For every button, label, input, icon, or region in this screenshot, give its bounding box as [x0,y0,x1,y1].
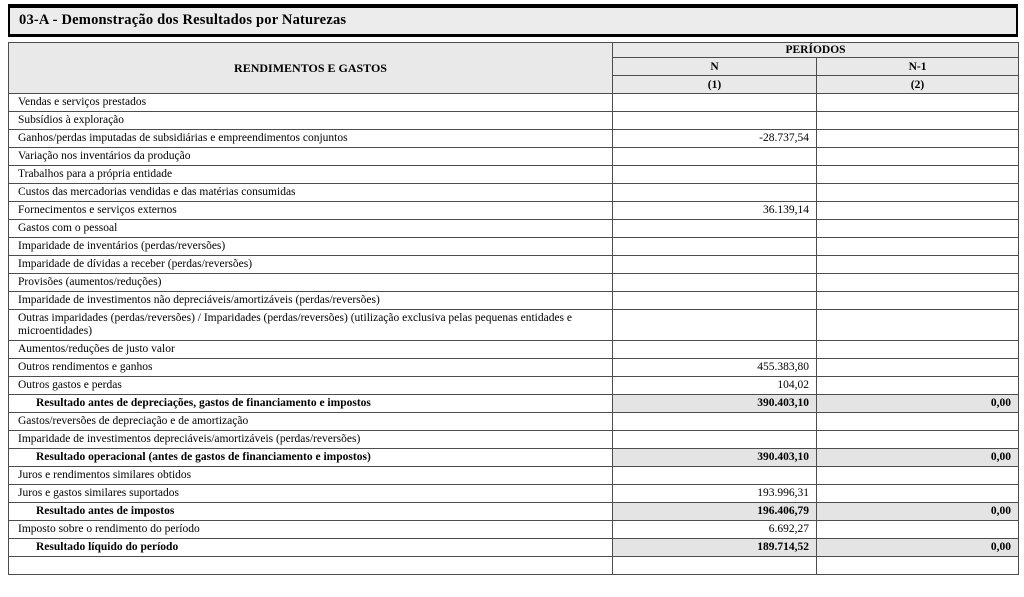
row-label [9,557,613,575]
form-title: 03-A - Demonstração dos Resultados por Naturezas [19,12,347,28]
value-period-n1 [817,521,1019,539]
value-period-n1 [817,557,1019,575]
value-period-n1 [817,94,1019,112]
value-period-n [613,557,817,575]
value-period-n: 455.383,80 [613,359,817,377]
table-header [9,43,1019,94]
table-row [9,359,1019,377]
table-row [9,341,1019,359]
value-period-n: 193.996,31 [613,485,817,503]
row-label: Resultado líquido do período [9,539,613,557]
row-label: Resultado antes de depreciações, gastos de financiamento e impostos [9,395,613,413]
value-period-n1 [817,292,1019,310]
header-row-periods [9,43,1019,58]
row-label: Gastos/reversões de depreciação e de amortização [9,413,613,431]
table-row [9,112,1019,130]
row-label: Subsídios à exploração [9,112,613,130]
table-row [9,467,1019,485]
value-period-n [613,220,817,238]
value-period-n [613,431,817,449]
value-period-n [613,310,817,341]
value-period-n: 6.692,27 [613,521,817,539]
value-period-n1 [817,238,1019,256]
value-period-n1 [817,112,1019,130]
value-period-n [613,292,817,310]
table-row [9,274,1019,292]
total-row [9,395,1019,413]
value-period-n [613,94,817,112]
table-row [9,166,1019,184]
row-label: Ganhos/perdas imputadas de subsidiárias e empreendimentos conjuntos [9,130,613,148]
value-period-n1 [817,377,1019,395]
value-period-n [613,148,817,166]
value-period-n [613,256,817,274]
value-period-n1: 0,00 [817,539,1019,557]
value-period-n: 196.406,79 [613,503,817,521]
column-header-periodos: PERÍODOS [613,43,1019,58]
value-period-n1: 0,00 [817,395,1019,413]
value-period-n [613,274,817,292]
value-period-n1 [817,202,1019,220]
value-period-n1: 0,00 [817,449,1019,467]
value-period-n1 [817,184,1019,202]
row-label: Imposto sobre o rendimento do período [9,521,613,539]
table-row [9,521,1019,539]
value-period-n1 [817,359,1019,377]
column-index-1: (1) [613,76,817,94]
row-label: Aumentos/reduções de justo valor [9,341,613,359]
value-period-n: -28.737,54 [613,130,817,148]
total-row [9,449,1019,467]
total-row [9,539,1019,557]
row-label: Outros gastos e perdas [9,377,613,395]
table-row [9,256,1019,274]
row-label: Outras imparidades (perdas/reversões) / Imparidades (perdas/reversões) (utilização exclusiva pelas pequenas entidades e microentidades) [9,310,613,341]
column-header-period-n: N [613,58,817,76]
row-label: Vendas e serviços prestados [9,94,613,112]
value-period-n [613,413,817,431]
column-header-period-n1: N-1 [817,58,1019,76]
row-label: Gastos com o pessoal [9,220,613,238]
row-label: Juros e gastos similares suportados [9,485,613,503]
value-period-n1 [817,431,1019,449]
income-statement-table [8,42,1019,575]
table-row [9,238,1019,256]
value-period-n [613,238,817,256]
total-row [9,503,1019,521]
table-row [9,148,1019,166]
table-row [9,310,1019,341]
row-label: Variação nos inventários da produção [9,148,613,166]
table-row [9,377,1019,395]
row-label: Custos das mercadorias vendidas e das matérias consumidas [9,184,613,202]
row-label: Juros e rendimentos similares obtidos [9,467,613,485]
value-period-n: 36.139,14 [613,202,817,220]
value-period-n: 189.714,52 [613,539,817,557]
value-period-n: 390.403,10 [613,395,817,413]
column-header-rendimentos-e-gastos: RENDIMENTOS E GASTOS [9,43,613,94]
value-period-n [613,467,817,485]
value-period-n [613,166,817,184]
column-index-2: (2) [817,76,1019,94]
row-label: Provisões (aumentos/reduções) [9,274,613,292]
value-period-n1 [817,485,1019,503]
value-period-n1 [817,274,1019,292]
row-label: Resultado operacional (antes de gastos de financiamento e impostos) [9,449,613,467]
row-label: Imparidade de dívidas a receber (perdas/reversões) [9,256,613,274]
value-period-n1: 0,00 [817,503,1019,521]
table-row [9,292,1019,310]
table-row [9,94,1019,112]
table-row [9,130,1019,148]
table-row [9,202,1019,220]
value-period-n [613,184,817,202]
row-label: Resultado antes de impostos [9,503,613,521]
value-period-n: 390.403,10 [613,449,817,467]
table-row [9,184,1019,202]
value-period-n [613,112,817,130]
row-label: Outros rendimentos e ganhos [9,359,613,377]
table-row [9,220,1019,238]
row-label: Imparidade de investimentos não depreciáveis/amortizáveis (perdas/reversões) [9,292,613,310]
value-period-n1 [817,220,1019,238]
value-period-n1 [817,310,1019,341]
value-period-n1 [817,256,1019,274]
value-period-n1 [817,467,1019,485]
row-label: Fornecimentos e serviços externos [9,202,613,220]
value-period-n1 [817,166,1019,184]
row-label: Trabalhos para a própria entidade [9,166,613,184]
table-row [9,431,1019,449]
value-period-n: 104,02 [613,377,817,395]
value-period-n1 [817,148,1019,166]
document-page [8,4,1018,575]
table-body [9,94,1019,575]
table-row [9,413,1019,431]
row-label: Imparidade de investimentos depreciáveis/amortizáveis (perdas/reversões) [9,431,613,449]
value-period-n1 [817,413,1019,431]
table-row [9,485,1019,503]
value-period-n1 [817,341,1019,359]
row-label: Imparidade de inventários (perdas/reversões) [9,238,613,256]
value-period-n1 [817,130,1019,148]
table-row [9,557,1019,575]
value-period-n [613,341,817,359]
form-title-bar [8,4,1018,37]
